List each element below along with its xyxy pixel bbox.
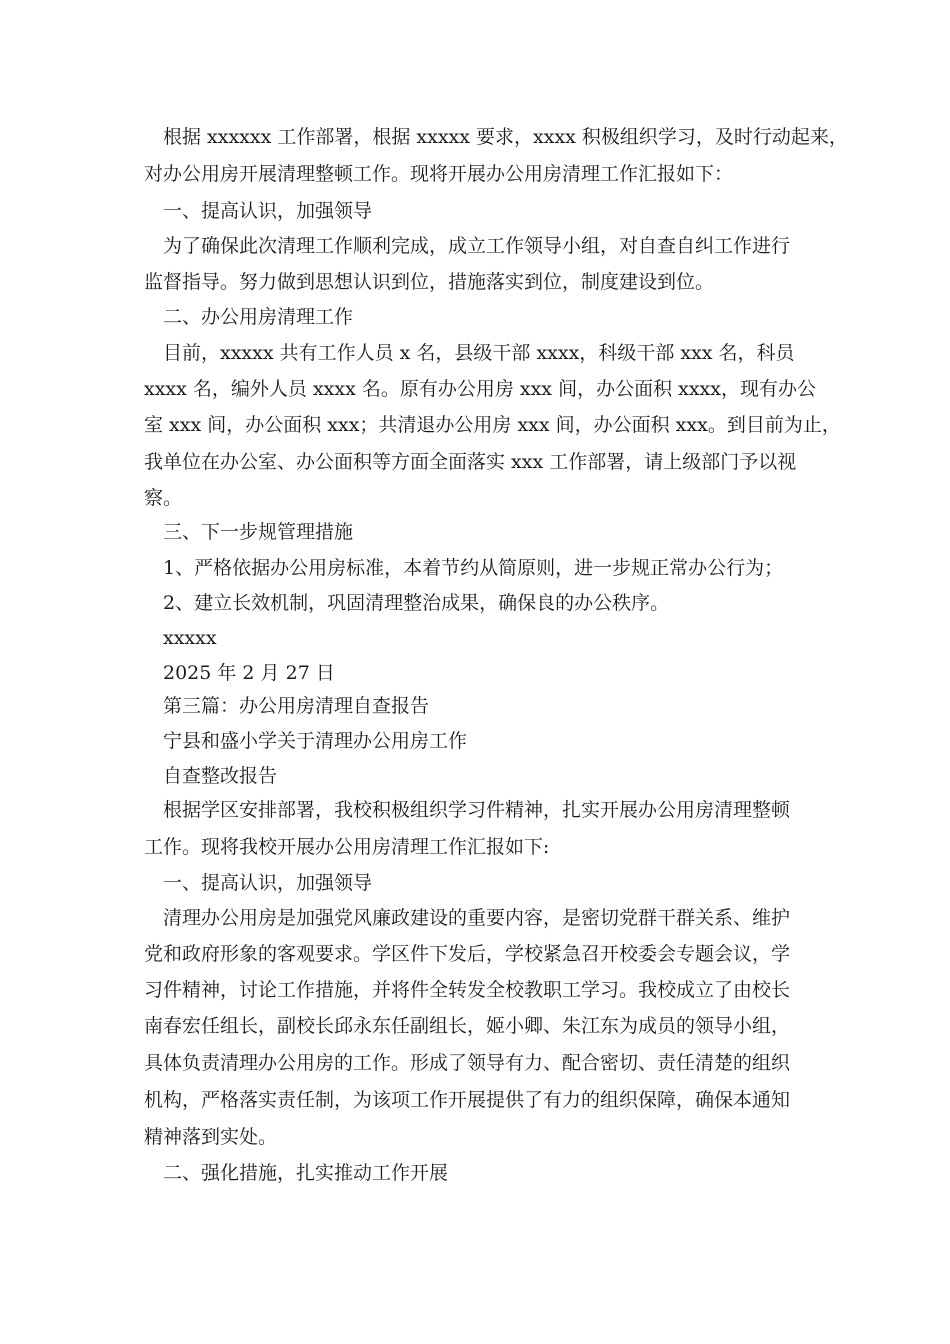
text-line: 室 xxx 间，办公面积 xxx；共清退办公用房 xxx 间，办公面积 xxx。到目前为止， [144,414,841,436]
list-item: 2、建立长效机制，巩固清理整治成果，确保良的办公秩序。 [163,592,670,614]
report-title: 自查整改报告 [163,765,278,787]
section-heading: 二、强化措施，扎实推动工作开展 [163,1162,449,1184]
list-item: 1、严格依据办公用房标准，本着节约从简原则，进一步规正常办公行为； [163,557,784,579]
text-line: 为了确保此次清理工作顺利完成，成立工作领导小组，对自查自纠工作进行 [163,235,791,257]
text-line: 机构，严格落实责任制，为该项工作开展提供了有力的组织保障，确保本通知 [144,1089,791,1111]
report-title: 宁县和盛小学关于清理办公用房工作 [163,730,468,752]
text-line: 清理办公用房是加强党风廉政建设的重要内容，是密切党群干群关系、维护 [163,907,791,929]
section-heading: 三、下一步规管理措施 [163,521,354,543]
text-line: 察。 [144,487,183,509]
text-line: 习件精神，讨论工作措施，并将件全转发全校教职工学习。我校成立了由校长 [144,979,791,1001]
text-line: xxxx 名，编外人员 xxxx 名。原有办公用房 xxx 间，办公面积 xxxx，现有办公 [144,378,816,400]
text-line: 目前，xxxxx 共有工作人员 x 名，县级干部 xxxx，科级干部 xxx 名，科员 [163,342,795,364]
text-line: 监督指导。努力做到思想认识到位，措施落实到位，制度建设到位。 [144,271,715,293]
text-line: 我单位在办公室、办公面积等方面全面落实 xxx 工作部署，请上级部门予以视 [144,451,797,473]
section-heading: 一、提高认识，加强领导 [163,872,373,894]
part-title: 第三篇：办公用房清理自查报告 [163,695,430,717]
text-line: 党和政府形象的客观要求。学区件下发后，学校紧急召开校委会专题会议，学 [144,943,791,965]
section-heading: 二、办公用房清理工作 [163,306,354,328]
text-line: 根据学区安排部署，我校积极组织学习件精神，扎实开展办公用房清理整顿 [163,799,791,821]
date-line: 2025 年 2 月 27 日 [163,662,335,684]
text-line: 南春宏任组长，副校长邱永东任副组长，姬小卿、朱江东为成员的领导小组， [144,1015,791,1037]
section-heading: 一、提高认识，加强领导 [163,200,373,222]
text-line: 对办公用房开展清理整顿工作。现将开展办公用房清理工作汇报如下： [144,163,734,185]
text-line: 根据 xxxxxx 工作部署，根据 xxxxx 要求，xxxx 积极组织学习，及时行动起来， [163,126,848,148]
text-line: 精神落到实处。 [144,1126,278,1148]
text-line: 工作。现将我校开展办公用房清理工作汇报如下: [144,836,550,858]
signature-name: xxxxx [163,627,217,649]
text-line: 具体负责清理办公用房的工作。形成了领导有力、配合密切、责任清楚的组织 [144,1052,791,1074]
